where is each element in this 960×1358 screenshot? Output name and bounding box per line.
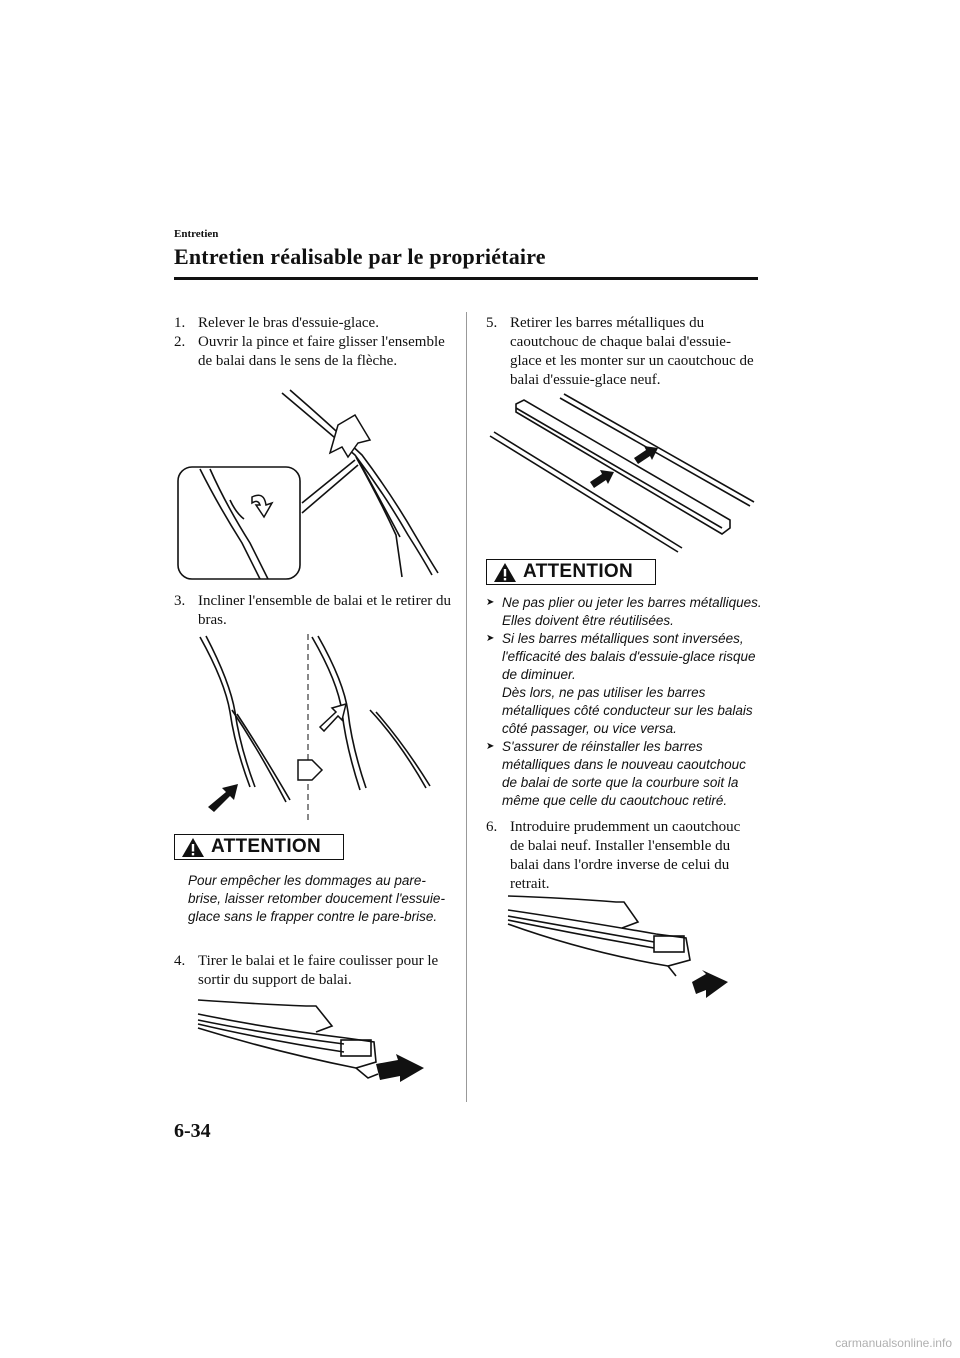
figure-wiper-tilt — [190, 632, 450, 822]
arrow-icon — [634, 446, 658, 464]
arrow-icon — [376, 1054, 424, 1082]
figure-metal-bars — [486, 388, 761, 553]
chevron-right-icon: ➤ — [486, 597, 495, 608]
figure-blade-pull — [196, 992, 436, 1087]
caution-bullet: ➤ Si les barres métalliques sont inversées, l'efficacité des balais d'essuie-glace risque de diminuer. — [486, 631, 756, 682]
caution-bullet: ➤ Ne pas plier ou jeter les barres métalliques. Elles doivent être réutilisées. — [486, 595, 762, 628]
caution-header: ATTENTION — [486, 559, 656, 585]
warning-icon — [181, 837, 205, 858]
chevron-right-icon: ➤ — [486, 741, 495, 752]
column-divider — [466, 312, 467, 1102]
warning-icon — [493, 562, 517, 583]
page-title: Entretien réalisable par le propriétaire — [174, 244, 546, 269]
chevron-right-icon: ➤ — [486, 633, 495, 644]
step-5: 5. Retirer les barres métalliques du caoutchouc de chaque balai d'essuie-glace et les monter sur un caoutchouc de balai d'essuie-glace neuf. — [486, 315, 754, 388]
arrow-icon — [330, 415, 370, 457]
step-3: 3. Incliner l'ensemble de balai et le retirer du bras. — [174, 593, 452, 628]
header-rule — [174, 277, 758, 280]
section-label: Entretien — [174, 228, 219, 240]
step-4: 4. Tirer le balai et le faire coulisser pour le sortir du support de balai. — [174, 953, 439, 988]
step-2: 2. Ouvrir la pince et faire glisser l'ensemble de balai dans le sens de la flèche. — [174, 334, 445, 369]
arrow-icon — [692, 970, 728, 998]
step-1: 1. Relever le bras d'essuie-glace. — [174, 315, 379, 331]
step-6: 6. Introduire prudemment un caoutchouc de balai neuf. Installer l'ensemble du balai dans l'ordre inverse de celui du retrait. — [486, 819, 741, 892]
caution-bullet-continuation: Dès lors, ne pas utiliser les barres métalliques côté conducteur sur les balais côté passager, ou vice versa. — [502, 685, 753, 736]
caution-bullets — [486, 594, 762, 810]
arrow-icon — [208, 784, 238, 812]
caution-header: ATTENTION — [174, 834, 344, 860]
arrow-icon — [590, 470, 614, 488]
caution-bullet: ➤ S'assurer de réinstaller les barres métalliques dans le nouveau caoutchouc de balai de sorte que la courbure soit la même que celle du caoutchouc retiré. — [486, 739, 746, 808]
page-number: 6-34 — [174, 1120, 211, 1142]
watermark: carmanualsonline.info — [835, 1336, 952, 1350]
figure-blade-install — [506, 890, 746, 1000]
caution-text: Pour empêcher les dommages au pare-brise, laisser retomber doucement l'essuie-glace sans le frapper contre le pare-brise. — [188, 873, 445, 924]
figure-wiper-raise — [170, 385, 460, 585]
